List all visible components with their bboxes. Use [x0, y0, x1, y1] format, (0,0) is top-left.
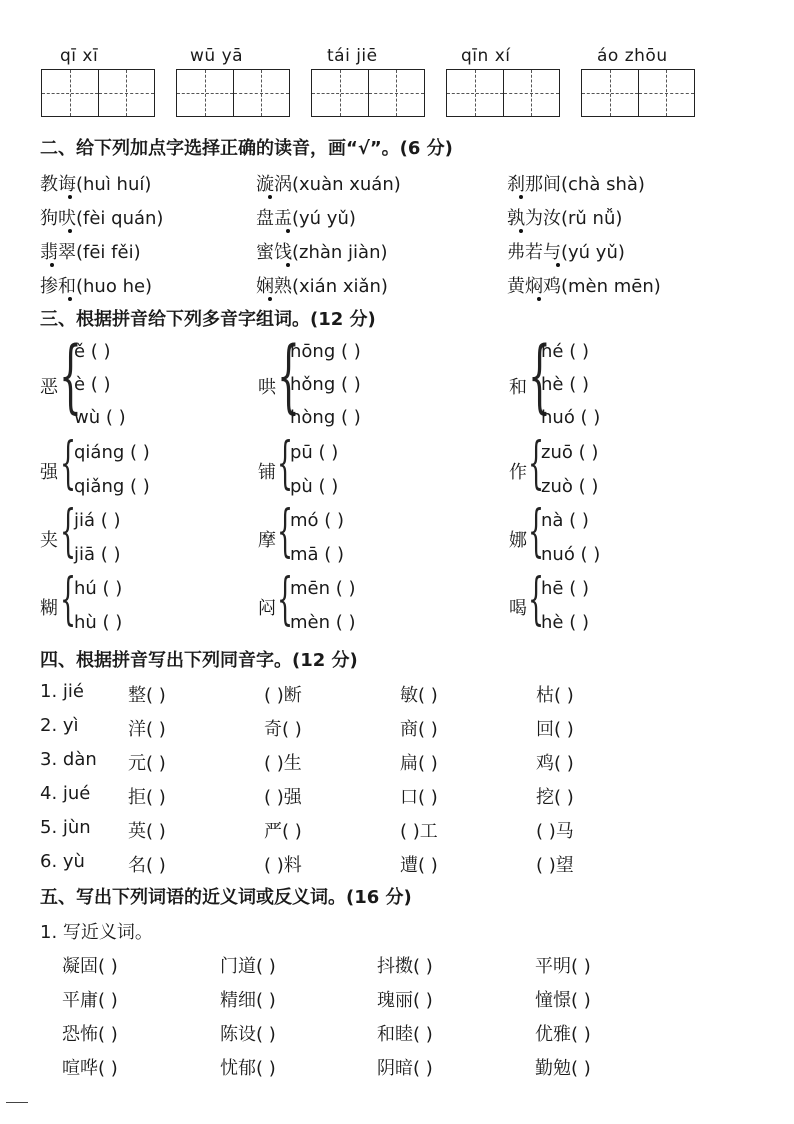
polyphone-char: 夹	[40, 530, 58, 551]
polyphone-char: 闷	[258, 598, 276, 619]
reading-blank[interactable]: qiáng ( )	[74, 442, 150, 463]
brace: {	[59, 329, 82, 422]
homophone-blank[interactable]: 英( )	[128, 821, 166, 842]
writing-grid[interactable]	[311, 69, 425, 117]
polyphone-char: 作	[509, 462, 527, 483]
emphasis-dot	[50, 263, 54, 267]
reading-choice[interactable]: 掺和(huo he)	[40, 276, 153, 297]
section-2-title: 二、给下列加点字选择正确的读音，画“√”。(6 分)	[40, 138, 453, 159]
brace: {	[277, 431, 294, 496]
synonym-blank[interactable]: 憧憬( )	[535, 990, 591, 1011]
section-4-title: 四、根据拼音写出下列同音字。(12 分)	[40, 650, 358, 671]
brace: {	[277, 499, 294, 564]
emphasis-dot	[537, 297, 541, 301]
reading-blank[interactable]: mèn ( )	[290, 612, 356, 633]
pinyin-label: qīn xí	[461, 46, 511, 66]
synonym-blank[interactable]: 勤勉( )	[535, 1058, 591, 1079]
pinyin-label: tái jiē	[327, 46, 378, 66]
reading-blank[interactable]: hè ( )	[541, 374, 589, 395]
row-number: 2. yì	[40, 715, 79, 736]
writing-grid[interactable]	[581, 69, 695, 117]
polyphone-char: 恶	[40, 377, 58, 398]
synonym-blank[interactable]: 凝固( )	[62, 956, 118, 977]
brace: {	[528, 567, 545, 632]
synonym-blank[interactable]: 瑰丽( )	[377, 990, 433, 1011]
emphasis-dot	[519, 229, 523, 233]
synonym-blank[interactable]: 喧哗( )	[62, 1058, 118, 1079]
reading-choice[interactable]: 蜜饯(zhàn jiàn)	[256, 242, 388, 263]
synonym-blank[interactable]: 阴暗( )	[377, 1058, 433, 1079]
reading-blank[interactable]: zuò ( )	[541, 476, 599, 497]
reading-blank[interactable]: qiǎng ( )	[74, 476, 150, 497]
homophone-blank[interactable]: 严( )	[264, 821, 302, 842]
emphasis-dot	[268, 195, 272, 199]
homophone-blank[interactable]: ( )料	[264, 855, 302, 876]
writing-grid[interactable]	[41, 69, 155, 117]
homophone-blank[interactable]: 洋( )	[128, 719, 166, 740]
polyphone-char: 糊	[40, 598, 58, 619]
homophone-blank[interactable]: ( )断	[264, 685, 302, 706]
emphasis-dot	[68, 229, 72, 233]
reading-choice[interactable]: 娴熟(xián xiǎn)	[256, 276, 388, 297]
synonym-blank[interactable]: 精细( )	[220, 990, 276, 1011]
polyphone-char: 和	[509, 377, 527, 398]
reading-blank[interactable]: wù ( )	[74, 407, 126, 428]
homophone-blank[interactable]: 奇( )	[264, 719, 302, 740]
pinyin-label: áo zhōu	[597, 46, 668, 66]
polyphone-char: 哄	[258, 377, 276, 398]
synonym-blank[interactable]: 陈设( )	[220, 1024, 276, 1045]
reading-choice[interactable]: 弗若与(yú yǔ)	[507, 242, 625, 263]
reading-blank[interactable]: hú ( )	[74, 578, 123, 599]
reading-choice[interactable]: 孰为汝(rǔ nǚ)	[507, 208, 623, 229]
reading-blank[interactable]: hē ( )	[541, 578, 589, 599]
section-5-title: 五、写出下列词语的近义词或反义词。(16 分)	[40, 887, 412, 908]
homophone-blank[interactable]: 鸡( )	[536, 753, 574, 774]
reading-blank[interactable]: mēn ( )	[290, 578, 356, 599]
brace: {	[277, 567, 294, 632]
row-number: 1. jié	[40, 681, 84, 702]
homophone-blank[interactable]: 整( )	[128, 685, 166, 706]
homophone-blank[interactable]: 敏( )	[400, 685, 438, 706]
emphasis-dot	[286, 229, 290, 233]
reading-blank[interactable]: mā ( )	[290, 544, 345, 565]
emphasis-dot	[268, 297, 272, 301]
row-number: 3. dàn	[40, 749, 97, 770]
brace: {	[528, 499, 545, 564]
reading-blank[interactable]: hǒng ( )	[290, 374, 361, 395]
reading-blank[interactable]: hé ( )	[541, 341, 589, 362]
reading-choice[interactable]: 教诲(huì huí)	[40, 174, 152, 195]
homophone-blank[interactable]: 商( )	[400, 719, 438, 740]
reading-blank[interactable]: pū ( )	[290, 442, 339, 463]
emphasis-dot	[68, 195, 72, 199]
homophone-blank[interactable]: ( )工	[400, 821, 438, 842]
reading-blank[interactable]: mó ( )	[290, 510, 345, 531]
row-number: 4. jué	[40, 783, 91, 804]
homophone-blank[interactable]: 扁( )	[400, 753, 438, 774]
polyphone-char: 强	[40, 462, 58, 483]
synonym-blank[interactable]: 忧郁( )	[220, 1058, 276, 1079]
reading-blank[interactable]: hōng ( )	[290, 341, 361, 362]
synonym-blank[interactable]: 优雅( )	[535, 1024, 591, 1045]
reading-blank[interactable]: jiá ( )	[74, 510, 121, 531]
homophone-blank[interactable]: 拒( )	[128, 787, 166, 808]
reading-blank[interactable]: nà ( )	[541, 510, 589, 531]
homophone-blank[interactable]: 回( )	[536, 719, 574, 740]
homophone-blank[interactable]: ( )生	[264, 753, 302, 774]
polyphone-char: 铺	[258, 462, 276, 483]
homophone-blank[interactable]: 挖( )	[536, 787, 574, 808]
polyphone-char: 喝	[509, 598, 527, 619]
reading-choice[interactable]: 狗吠(fèi quán)	[40, 208, 164, 229]
synonym-blank[interactable]: 门道( )	[220, 956, 276, 977]
reading-choice[interactable]: 刹那间(chà shà)	[507, 174, 645, 195]
homophone-blank[interactable]: ( )强	[264, 787, 302, 808]
brace: {	[60, 431, 77, 496]
writing-grid[interactable]	[446, 69, 560, 117]
reading-blank[interactable]: ě ( )	[74, 341, 111, 362]
emphasis-dot	[519, 195, 523, 199]
reading-blank[interactable]: hòng ( )	[290, 407, 361, 428]
row-number: 5. jùn	[40, 817, 91, 838]
brace: {	[60, 567, 77, 632]
brace: {	[277, 329, 300, 422]
homophone-blank[interactable]: 名( )	[128, 855, 166, 876]
synonym-blank[interactable]: 恐怖( )	[62, 1024, 118, 1045]
synonym-blank[interactable]: 和睦( )	[377, 1024, 433, 1045]
reading-blank[interactable]: zuō ( )	[541, 442, 599, 463]
emphasis-dot	[556, 263, 560, 267]
subsection-title: 1. 写近义词。	[40, 922, 153, 943]
reading-blank[interactable]: hè ( )	[541, 612, 589, 633]
synonym-blank[interactable]: 平庸( )	[62, 990, 118, 1011]
emphasis-dot	[68, 297, 72, 301]
brace: {	[528, 329, 551, 422]
section-3-title: 三、根据拼音给下列多音字组词。(12 分)	[40, 309, 376, 330]
writing-grid[interactable]	[176, 69, 290, 117]
reading-choice[interactable]: 盘盂(yú yǔ)	[256, 208, 356, 229]
reading-blank[interactable]: jiā ( )	[74, 544, 121, 565]
brace: {	[528, 431, 545, 496]
homophone-blank[interactable]: 口( )	[400, 787, 438, 808]
emphasis-dot	[286, 263, 290, 267]
synonym-blank[interactable]: 平明( )	[535, 956, 591, 977]
homophone-blank[interactable]: ( )望	[536, 855, 574, 876]
synonym-blank[interactable]: 抖擞( )	[377, 956, 433, 977]
polyphone-char: 娜	[509, 530, 527, 551]
homophone-blank[interactable]: 元( )	[128, 753, 166, 774]
reading-blank[interactable]: nuó ( )	[541, 544, 601, 565]
reading-choice[interactable]: 翡翠(fēi fěi)	[40, 242, 141, 263]
reading-choice[interactable]: 黄焖鸡(mèn mēn)	[507, 276, 661, 297]
pinyin-label: wū yā	[190, 46, 244, 66]
reading-blank[interactable]: è ( )	[74, 374, 111, 395]
homophone-blank[interactable]: ( )马	[536, 821, 574, 842]
reading-blank[interactable]: huó ( )	[541, 407, 601, 428]
homophone-blank[interactable]: 遭( )	[400, 855, 438, 876]
brace: {	[60, 499, 77, 564]
page-corner-mark	[6, 1102, 28, 1103]
reading-choice[interactable]: 漩涡(xuàn xuán)	[256, 174, 401, 195]
reading-blank[interactable]: pù ( )	[290, 476, 339, 497]
row-number: 6. yù	[40, 851, 85, 872]
pinyin-label: qī xī	[60, 46, 99, 66]
reading-blank[interactable]: hù ( )	[74, 612, 123, 633]
homophone-blank[interactable]: 枯( )	[536, 685, 574, 706]
polyphone-char: 摩	[258, 530, 276, 551]
